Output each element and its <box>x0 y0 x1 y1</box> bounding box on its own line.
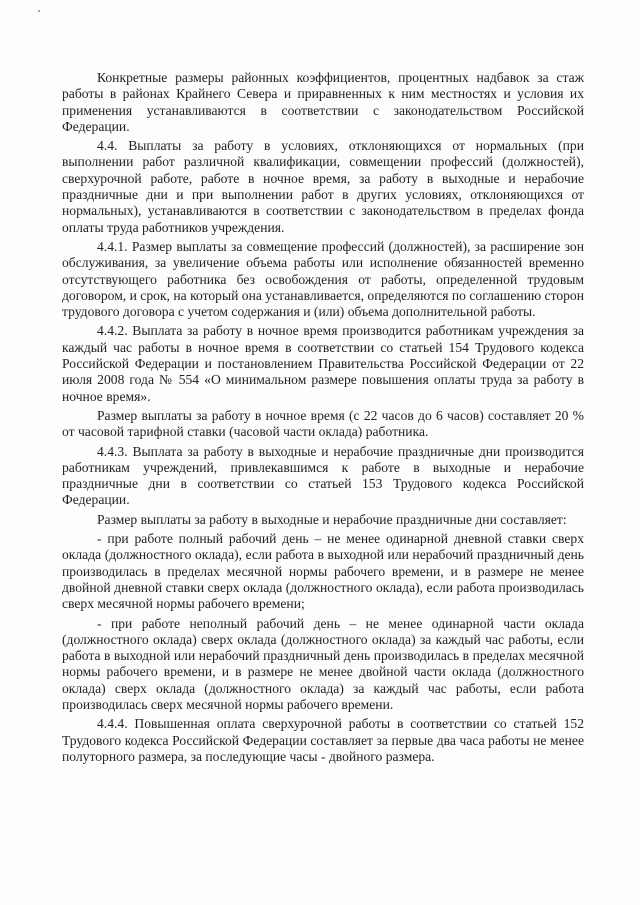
paragraph-4-4-1: 4.4.1. Размер выплаты за совмещение профессий (должностей), за расширение зон обслуживания, за увеличение объема работы или исполнение обязанностей временно отсутствующего работника без освобождения от работы, определенной трудовым договором, и срок, на который она устанавливается, определяются по соглашению сторон трудового договора с учетом содержания и (или) объема дополнительной работы. <box>62 238 584 320</box>
paragraph-4-4-3: 4.4.3. Выплата за работу в выходные и нерабочие праздничные дни производится работникам учреждений, привлекавшимся к работе в выходные и нерабочие праздничные дни в соответствии со статьей 153 Трудового кодекса Российской Федерации. <box>62 443 584 508</box>
paragraph-4-4: 4.4. Выплаты за работу в условиях, отклоняющихся от нормальных (при выполнении работ различной квалификации, совмещении профессий (должностей), сверхурочной работе, работе в ночное время, за работу в выходные и нерабочие праздничные дни и при выполнении работ в других условиях, отклоняющихся от нормальных), устанавливаются в соответствии с законодательством в пределах фонда оплаты труда работников учреждения. <box>62 138 584 235</box>
scan-speck <box>38 10 40 12</box>
document-body <box>62 70 584 768</box>
paragraph-weekend-rate: Размер выплаты за работу в выходные и нерабочие праздничные дни составляет: <box>97 511 567 527</box>
paragraph-regional-coefficients: Конкретные размеры районных коэффициентов, процентных надбавок за стаж работы в районах Крайнего Севера и приравненных к ним местностях и условия их применения устанавливаются в соответствии с законодательством Российской Федерации. <box>62 70 584 134</box>
paragraph-4-4-4: 4.4.4. Повышенная оплата сверхурочной работы в соответствии со статьей 152 Трудового кодекса Российской Федерации составляет за первые два часа работы не менее полуторного размера, за последующие часы - двойного размера. <box>62 716 584 764</box>
list-item-full-day: - при работе полный рабочий день – не менее одинарной дневной ставки сверх оклада (должностного оклада), если работа в выходной или нерабочий праздничный день производилась в пределах месячной нормы рабочего времени, и в размере не менее двойной дневной ставки сверх оклада (должностного оклада), если работа производилась сверх месячной нормы рабочего времени; <box>62 531 584 612</box>
paragraph-night-rate: Размер выплаты за работу в ночное время (с 22 часов до 6 часов) составляет 20 % от часовой тарифной ставки (часовой части оклада) работника. <box>62 407 584 440</box>
paragraph-4-4-2: 4.4.2. Выплата за работу в ночное время производится работникам учреждения за каждый час работы в ночное время в соответствии со статьей 154 Трудового кодекса Российской Федерации и постановлением Правительства Российской Федерации от 22 июля 2008 года № 554 «О минимальном размере повышения оплаты труда за работу в ночное время». <box>62 323 584 404</box>
list-item-part-day: - при работе неполный рабочий день – не менее одинарной части оклада (должностного оклада) сверх оклада (должностного оклада) за каждый час работы, если работа в выходной или нерабочий праздничный день производилась в пределах месячной нормы рабочего времени, и в размере не менее двойной части оклада (должностного оклада) сверх оклада (должностного оклада) за каждый час работы, если работа производилась сверх месячной нормы рабочего времени. <box>62 615 584 712</box>
